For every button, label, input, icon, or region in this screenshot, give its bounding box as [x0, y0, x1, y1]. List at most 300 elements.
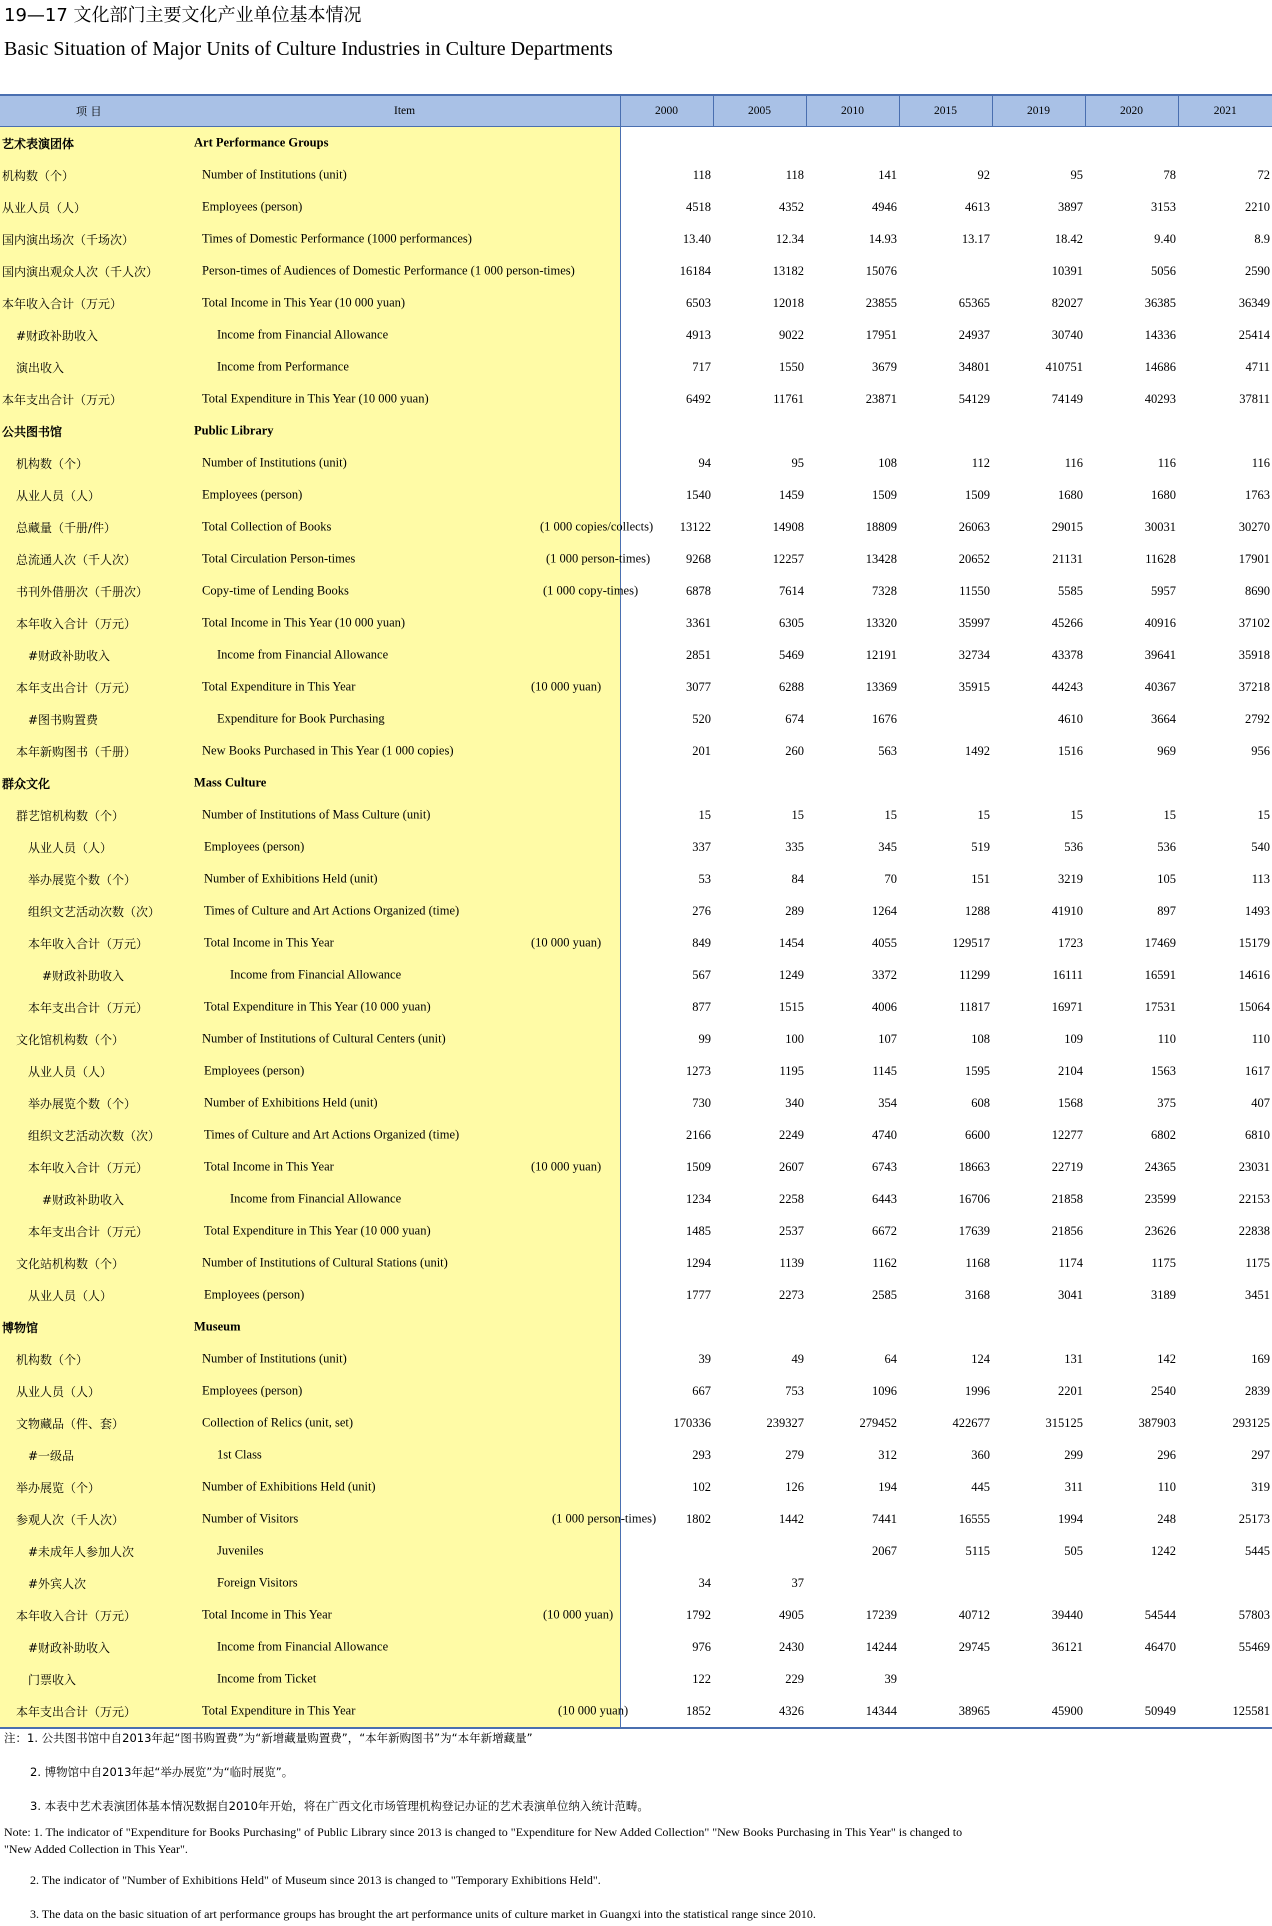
row-label-chinese: 书刊外借册次（千册次）: [0, 575, 190, 607]
value-cell-2020: 1175: [1085, 1247, 1178, 1279]
row-label-english: New Books Purchased in This Year (1 000 copies): [202, 743, 454, 758]
row-label-english-cell: [190, 1119, 620, 1151]
row-label-chinese: #财政补助收入: [0, 1183, 190, 1215]
value-cell-2020: 54544: [1085, 1599, 1178, 1631]
value-cell-2021: 30270: [1178, 511, 1272, 543]
row-label-english: Employees (person): [202, 1383, 303, 1398]
value-cell-2000: 13122: [620, 511, 713, 543]
value-cell-2005: 118: [713, 159, 806, 191]
value-cell-2015: 422677: [899, 1407, 992, 1439]
value-cell-2020: 3189: [1085, 1279, 1178, 1311]
value-cell-2010: [806, 415, 899, 447]
value-cell-2015: 65365: [899, 287, 992, 319]
value-cell-2010: [806, 1311, 899, 1343]
value-cell-2021: 72: [1178, 159, 1272, 191]
row-label-english: Times of Culture and Art Actions Organized (time): [204, 1127, 460, 1142]
value-cell-2010: 15: [806, 799, 899, 831]
value-cell-2019: 1994: [992, 1503, 1085, 1535]
value-cell-2021: 36349: [1178, 287, 1272, 319]
table-row: [0, 927, 1272, 959]
category-label-chinese: 公共图书馆: [0, 415, 190, 447]
row-label-chinese: #未成年人参加人次: [0, 1535, 190, 1567]
value-cell-2019: 505: [992, 1535, 1085, 1567]
row-label-chinese: 本年新购图书（千册）: [0, 735, 190, 767]
row-unit-label: (10 000 yuan): [531, 935, 602, 950]
value-cell-2021: 1493: [1178, 895, 1272, 927]
value-cell-2020: 1680: [1085, 479, 1178, 511]
value-cell-2019: 21131: [992, 543, 1085, 575]
value-cell-2019: 131: [992, 1343, 1085, 1375]
value-cell-2005: 1195: [713, 1055, 806, 1087]
value-cell-2019: 45900: [992, 1695, 1085, 1728]
value-cell-2010: 354: [806, 1087, 899, 1119]
value-cell-2010: 2067: [806, 1535, 899, 1567]
value-cell-2000: 3077: [620, 671, 713, 703]
row-label-chinese: 参观人次（千人次）: [0, 1503, 190, 1535]
row-label-english-cell: [190, 831, 620, 863]
row-label-chinese: #财政补助收入: [0, 1631, 190, 1663]
value-cell-2020: 110: [1085, 1471, 1178, 1503]
row-label-english-cell: [190, 1343, 620, 1375]
value-cell-2000: 717: [620, 351, 713, 383]
value-cell-2021: 37811: [1178, 383, 1272, 415]
value-cell-2019: 116: [992, 447, 1085, 479]
table-row: [0, 383, 1272, 415]
header-year-2015: 2015: [899, 95, 992, 127]
row-label-english: Total Expenditure in This Year: [202, 679, 356, 694]
value-cell-2010: 23871: [806, 383, 899, 415]
note-zh-2: 2. 博物馆中自2013年起“举办展览”为“临时展览”。: [30, 1765, 294, 1779]
row-label-english-cell: [190, 1535, 620, 1567]
value-cell-2005: [713, 415, 806, 447]
value-cell-2000: [620, 1311, 713, 1343]
row-label-chinese: 本年支出合计（万元）: [0, 671, 190, 703]
value-cell-2005: 279: [713, 1439, 806, 1471]
category-label-english: Public Library: [194, 423, 274, 438]
row-label-chinese: 从业人员（人）: [0, 1375, 190, 1407]
row-label-english: Total Income in This Year (10 000 yuan): [202, 615, 406, 630]
value-cell-2015: 26063: [899, 511, 992, 543]
row-label-english-cell: [190, 1471, 620, 1503]
value-cell-2000: 118: [620, 159, 713, 191]
table-row: [0, 1215, 1272, 1247]
value-cell-2021: 55469: [1178, 1631, 1272, 1663]
category-row: [0, 127, 1272, 160]
value-cell-2000: 122: [620, 1663, 713, 1695]
value-cell-2021: 15179: [1178, 927, 1272, 959]
value-cell-2010: 18809: [806, 511, 899, 543]
value-cell-2021: 22838: [1178, 1215, 1272, 1247]
value-cell-2020: 40916: [1085, 607, 1178, 639]
value-cell-2005: 674: [713, 703, 806, 735]
value-cell-2000: 3361: [620, 607, 713, 639]
category-label-english-cell: [190, 1311, 620, 1343]
table-row: [0, 1375, 1272, 1407]
value-cell-2020: 375: [1085, 1087, 1178, 1119]
value-cell-2015: [899, 255, 992, 287]
row-label-chinese: 文物藏品（件、套）: [0, 1407, 190, 1439]
value-cell-2000: 4518: [620, 191, 713, 223]
value-cell-2000: 1509: [620, 1151, 713, 1183]
value-cell-2020: 5056: [1085, 255, 1178, 287]
value-cell-2020: [1085, 1567, 1178, 1599]
value-cell-2010: 1096: [806, 1375, 899, 1407]
note-en-1: Note: 1. The indicator of "Expenditure for Books Purchasing" of Public Library since 2013 is changed to "Expenditure for New Added Collection" "New Books Purchasing in This Year" is changed to: [4, 1825, 963, 1839]
row-label-english-cell: [190, 799, 620, 831]
category-label-english: Mass Culture: [194, 775, 267, 790]
row-label-english: Total Income in This Year (10 000 yuan): [202, 295, 406, 310]
value-cell-2010: 7441: [806, 1503, 899, 1535]
value-cell-2020: 17531: [1085, 991, 1178, 1023]
row-label-chinese: #图书购置费: [0, 703, 190, 735]
statistics-table: [0, 94, 1272, 1729]
row-label-chinese: 门票收入: [0, 1663, 190, 1695]
value-cell-2019: 5585: [992, 575, 1085, 607]
value-cell-2010: 1676: [806, 703, 899, 735]
value-cell-2020: 24365: [1085, 1151, 1178, 1183]
page-title-english: Basic Situation of Major Units of Culture Industries in Culture Departments: [4, 38, 613, 60]
value-cell-2005: 95: [713, 447, 806, 479]
value-cell-2019: 74149: [992, 383, 1085, 415]
row-label-english-cell: [190, 1695, 629, 1728]
value-cell-2019: 3041: [992, 1279, 1085, 1311]
value-cell-2021: [1178, 1663, 1272, 1695]
table-row: [0, 1119, 1272, 1151]
row-label-english-cell: [190, 159, 620, 191]
value-cell-2005: [713, 767, 806, 799]
value-cell-2015: 11817: [899, 991, 992, 1023]
value-cell-2015: 20652: [899, 543, 992, 575]
row-unit-label: (10 000 yuan): [531, 1159, 602, 1174]
row-label-chinese: 机构数（个）: [0, 159, 190, 191]
row-label-chinese: 本年收入合计（万元）: [0, 1599, 190, 1631]
value-cell-2015: 17639: [899, 1215, 992, 1247]
value-cell-2005: 753: [713, 1375, 806, 1407]
value-cell-2000: 567: [620, 959, 713, 991]
value-cell-2020: [1085, 1311, 1178, 1343]
value-cell-2015: 124: [899, 1343, 992, 1375]
table-row: [0, 1023, 1272, 1055]
table-row: [0, 863, 1272, 895]
value-cell-2005: 37: [713, 1567, 806, 1599]
value-cell-2020: 296: [1085, 1439, 1178, 1471]
value-cell-2019: [992, 1311, 1085, 1343]
row-label-english: Number of Exhibitions Held (unit): [202, 1479, 376, 1494]
table-row: [0, 1343, 1272, 1375]
value-cell-2021: 3451: [1178, 1279, 1272, 1311]
value-cell-2020: 3664: [1085, 703, 1178, 735]
value-cell-2015: [899, 703, 992, 735]
value-cell-2015: [899, 127, 992, 160]
table-row: [0, 1151, 1272, 1183]
value-cell-2019: 95: [992, 159, 1085, 191]
value-cell-2021: 2839: [1178, 1375, 1272, 1407]
table-row: [0, 191, 1272, 223]
value-cell-2020: 6802: [1085, 1119, 1178, 1151]
header-year-2005: 2005: [713, 95, 806, 127]
value-cell-2010: 15076: [806, 255, 899, 287]
value-cell-2015: [899, 1311, 992, 1343]
value-cell-2015: 92: [899, 159, 992, 191]
value-cell-2005: 1454: [713, 927, 806, 959]
row-label-english: Employees (person): [202, 199, 303, 214]
value-cell-2000: 293: [620, 1439, 713, 1471]
value-cell-2019: 30740: [992, 319, 1085, 351]
row-label-chinese: 本年支出合计（万元）: [0, 991, 190, 1023]
row-label-english-cell: [190, 383, 620, 415]
value-cell-2010: 14.93: [806, 223, 899, 255]
row-label-english: Total Income in This Year: [204, 1159, 334, 1174]
value-cell-2020: 387903: [1085, 1407, 1178, 1439]
value-cell-2020: [1085, 415, 1178, 447]
header-year-2021: 2021: [1178, 95, 1272, 127]
row-label-english-cell: [190, 255, 620, 287]
value-cell-2020: 248: [1085, 1503, 1178, 1535]
row-label-english: Times of Domestic Performance (1000 performances): [202, 231, 472, 246]
value-cell-2019: 2201: [992, 1375, 1085, 1407]
value-cell-2021: [1178, 1567, 1272, 1599]
value-cell-2000: 1294: [620, 1247, 713, 1279]
table-row: [0, 447, 1272, 479]
value-cell-2015: 112: [899, 447, 992, 479]
value-cell-2019: 1174: [992, 1247, 1085, 1279]
value-cell-2021: 116: [1178, 447, 1272, 479]
value-cell-2005: 2607: [713, 1151, 806, 1183]
value-cell-2005: 49: [713, 1343, 806, 1375]
value-cell-2000: 16184: [620, 255, 713, 287]
value-cell-2005: 260: [713, 735, 806, 767]
value-cell-2010: 141: [806, 159, 899, 191]
value-cell-2005: [713, 127, 806, 160]
row-label-english-cell: [190, 991, 620, 1023]
value-cell-2021: 22153: [1178, 1183, 1272, 1215]
value-cell-2019: 109: [992, 1023, 1085, 1055]
value-cell-2015: 129517: [899, 927, 992, 959]
row-label-english-cell: [190, 1375, 620, 1407]
row-unit-label: (10 000 yuan): [543, 1607, 614, 1622]
row-label-english-cell: [190, 703, 620, 735]
value-cell-2010: 14344: [806, 1695, 899, 1728]
value-cell-2019: 44243: [992, 671, 1085, 703]
value-cell-2021: 293125: [1178, 1407, 1272, 1439]
value-cell-2000: 6492: [620, 383, 713, 415]
value-cell-2021: 110: [1178, 1023, 1272, 1055]
value-cell-2021: 1175: [1178, 1247, 1272, 1279]
table-row: [0, 1471, 1272, 1503]
value-cell-2010: 4946: [806, 191, 899, 223]
row-label-chinese: 总流通人次（千人次）: [0, 543, 190, 575]
row-label-english: Income from Financial Allowance: [217, 1639, 389, 1654]
value-cell-2010: 13428: [806, 543, 899, 575]
row-label-chinese: 本年收入合计（万元）: [0, 287, 190, 319]
value-cell-2000: 4913: [620, 319, 713, 351]
value-cell-2000: 730: [620, 1087, 713, 1119]
value-cell-2015: 1595: [899, 1055, 992, 1087]
row-label-english: Number of Institutions of Mass Culture (unit): [202, 807, 431, 822]
value-cell-2000: 170336: [620, 1407, 713, 1439]
value-cell-2010: 39: [806, 1663, 899, 1695]
value-cell-2000: [620, 415, 713, 447]
value-cell-2021: 25173: [1178, 1503, 1272, 1535]
value-cell-2010: 1162: [806, 1247, 899, 1279]
row-label-english: Income from Financial Allowance: [217, 327, 389, 342]
value-cell-2000: 1273: [620, 1055, 713, 1087]
value-cell-2010: 13369: [806, 671, 899, 703]
row-label-english: Total Circulation Person-times: [202, 551, 356, 566]
value-cell-2015: 3168: [899, 1279, 992, 1311]
row-label-chinese: 群艺馆机构数（个）: [0, 799, 190, 831]
row-label-english: Income from Performance: [217, 359, 349, 374]
value-cell-2005: 6305: [713, 607, 806, 639]
row-label-english: Number of Institutions of Cultural Stations (unit): [202, 1255, 448, 1270]
value-cell-2021: 57803: [1178, 1599, 1272, 1631]
row-label-chinese: 演出收入: [0, 351, 190, 383]
value-cell-2021: [1178, 127, 1272, 160]
value-cell-2015: 38965: [899, 1695, 992, 1728]
value-cell-2019: 1516: [992, 735, 1085, 767]
row-label-english: Income from Ticket: [217, 1671, 317, 1686]
table-row: [0, 1055, 1272, 1087]
row-label-english: Times of Culture and Art Actions Organized (time): [204, 903, 460, 918]
row-label-english-cell: [190, 863, 620, 895]
value-cell-2010: 4740: [806, 1119, 899, 1151]
value-cell-2019: 16111: [992, 959, 1085, 991]
value-cell-2019: [992, 1567, 1085, 1599]
header-year-2020: 2020: [1085, 95, 1178, 127]
value-cell-2015: 11299: [899, 959, 992, 991]
value-cell-2005: 13182: [713, 255, 806, 287]
row-label-english: Employees (person): [204, 1063, 305, 1078]
row-unit-label: (1 000 copies/collects): [540, 519, 654, 534]
value-cell-2000: 99: [620, 1023, 713, 1055]
row-label-english-cell: [190, 1567, 620, 1599]
category-label-chinese: 艺术表演团体: [0, 127, 190, 160]
table-row: [0, 223, 1272, 255]
row-unit-label: (10 000 yuan): [531, 679, 602, 694]
value-cell-2005: 6288: [713, 671, 806, 703]
value-cell-2020: 11628: [1085, 543, 1178, 575]
value-cell-2019: 22719: [992, 1151, 1085, 1183]
value-cell-2000: 1852: [620, 1695, 713, 1728]
value-cell-2010: 563: [806, 735, 899, 767]
category-label-english-cell: [190, 127, 620, 160]
value-cell-2015: 1288: [899, 895, 992, 927]
value-cell-2000: 976: [620, 1631, 713, 1663]
value-cell-2015: 519: [899, 831, 992, 863]
value-cell-2015: 34801: [899, 351, 992, 383]
value-cell-2005: 4352: [713, 191, 806, 223]
value-cell-2015: 35997: [899, 607, 992, 639]
value-cell-2005: 2273: [713, 1279, 806, 1311]
value-cell-2021: 407: [1178, 1087, 1272, 1119]
value-cell-2010: 6443: [806, 1183, 899, 1215]
value-cell-2010: 70: [806, 863, 899, 895]
value-cell-2019: 3897: [992, 191, 1085, 223]
value-cell-2015: 35915: [899, 671, 992, 703]
value-cell-2015: [899, 1567, 992, 1599]
value-cell-2000: 9268: [620, 543, 713, 575]
table-row: [0, 1503, 1272, 1535]
note-en-1-continued: "New Added Collection in This Year".: [4, 1842, 188, 1856]
row-label-english: Collection of Relics (unit, set): [202, 1415, 354, 1430]
value-cell-2005: 84: [713, 863, 806, 895]
value-cell-2021: 25414: [1178, 319, 1272, 351]
value-cell-2021: 37218: [1178, 671, 1272, 703]
row-label-chinese: #财政补助收入: [0, 959, 190, 991]
value-cell-2005: 1249: [713, 959, 806, 991]
row-label-english-cell: [190, 895, 620, 927]
value-cell-2015: 4613: [899, 191, 992, 223]
value-cell-2010: 4006: [806, 991, 899, 1023]
value-cell-2019: 1723: [992, 927, 1085, 959]
category-row: [0, 767, 1272, 799]
category-label-english-cell: [190, 767, 620, 799]
row-label-english-cell: [190, 447, 620, 479]
value-cell-2021: 37102: [1178, 607, 1272, 639]
value-cell-2021: 1617: [1178, 1055, 1272, 1087]
value-cell-2010: 4055: [806, 927, 899, 959]
value-cell-2015: 108: [899, 1023, 992, 1055]
value-cell-2010: 64: [806, 1343, 899, 1375]
row-label-english: Number of Institutions (unit): [202, 167, 347, 182]
value-cell-2020: 2540: [1085, 1375, 1178, 1407]
table-row: [0, 1599, 1272, 1631]
value-cell-2010: [806, 767, 899, 799]
value-cell-2020: 17469: [1085, 927, 1178, 959]
table-row: [0, 319, 1272, 351]
value-cell-2020: 78: [1085, 159, 1178, 191]
table-row: [0, 543, 1272, 575]
table-row: [0, 1279, 1272, 1311]
value-cell-2021: 2210: [1178, 191, 1272, 223]
value-cell-2015: [899, 767, 992, 799]
row-label-chinese: 国内演出场次（千场次）: [0, 223, 190, 255]
value-cell-2010: 1145: [806, 1055, 899, 1087]
value-cell-2015: 32734: [899, 639, 992, 671]
row-unit-label: (1 000 person-times): [552, 1511, 657, 1526]
note-zh-1: 注：1. 公共图书馆中自2013年起“图书购置费”为“新增藏量购置费”，“本年新购图书”为“本年新增藏量”: [4, 1731, 533, 1745]
row-label-english: 1st Class: [217, 1447, 262, 1462]
value-cell-2021: [1178, 1311, 1272, 1343]
row-label-chinese: 本年收入合计（万元）: [0, 607, 190, 639]
value-cell-2000: 6503: [620, 287, 713, 319]
value-cell-2019: 4610: [992, 703, 1085, 735]
value-cell-2021: [1178, 767, 1272, 799]
value-cell-2020: [1085, 1663, 1178, 1695]
value-cell-2005: 100: [713, 1023, 806, 1055]
row-label-english: Employees (person): [204, 1287, 305, 1302]
header-year-2010: 2010: [806, 95, 899, 127]
row-label-english-cell: [190, 319, 620, 351]
row-label-chinese: 机构数（个）: [0, 447, 190, 479]
row-unit-label: (10 000 yuan): [558, 1703, 629, 1718]
value-cell-2020: 142: [1085, 1343, 1178, 1375]
value-cell-2010: 17239: [806, 1599, 899, 1631]
value-cell-2015: 16706: [899, 1183, 992, 1215]
table-row: [0, 575, 1272, 607]
value-cell-2000: 34: [620, 1567, 713, 1599]
value-cell-2005: 11761: [713, 383, 806, 415]
row-label-english: Income from Financial Allowance: [230, 967, 402, 982]
row-label-chinese: 文化馆机构数（个）: [0, 1023, 190, 1055]
row-label-english-cell: [190, 1279, 620, 1311]
value-cell-2000: 13.40: [620, 223, 713, 255]
row-label-english-cell: [190, 1439, 620, 1471]
table-body: [0, 127, 1272, 1729]
row-label-chinese: 总藏量（千册/件）: [0, 511, 190, 543]
table-row: [0, 1663, 1272, 1695]
value-cell-2020: 969: [1085, 735, 1178, 767]
